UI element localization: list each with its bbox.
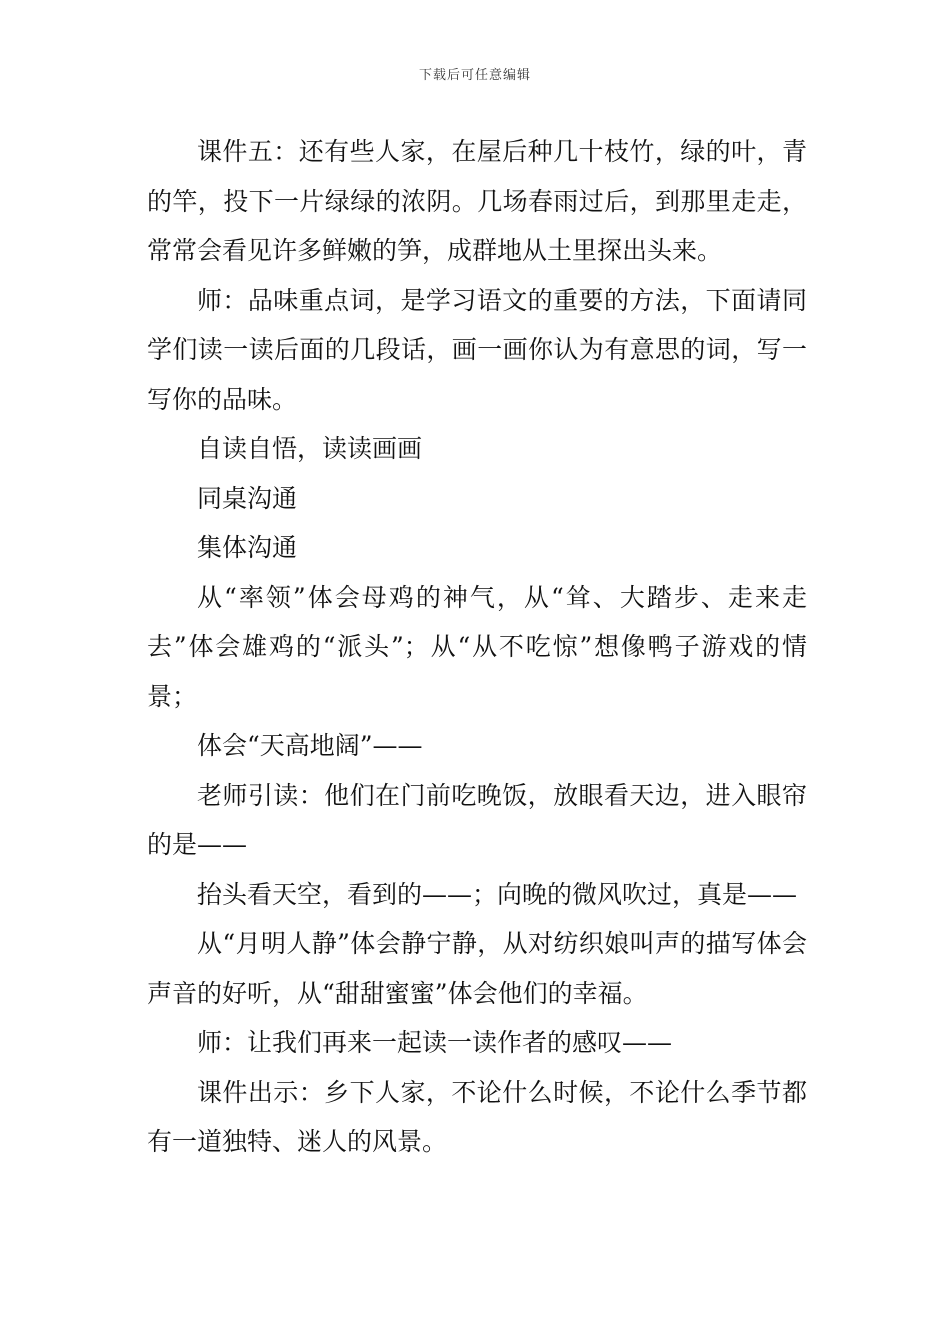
paragraph: 体会“天高地阔”——	[197, 731, 423, 760]
paragraph: 同桌沟通	[197, 483, 298, 513]
paragraph: 师：品味重点词，是学习语文的重要的方法，下面请同学们读一读后面的几段话，画一画你认为有意思的词，写一写你的品味。	[147, 285, 807, 414]
paragraph: 从“月明人静”体会静宁静，从对纺织娘叫声的描写体会声音的好听，从“甜甜蜜蜜”体会他们的幸福。	[147, 929, 807, 1008]
document-body	[147, 127, 807, 1167]
paragraph: 从“率领”体会母鸡的神气，从“耸、大踏步、走来走去”体会雄鸡的“派头”；从“从不吃惊”想像鸭子游戏的情景；	[147, 582, 807, 711]
paragraph: 老师引读：他们在门前吃晚饭，放眼看天边，进入眼帘的是——	[147, 780, 807, 859]
paragraph: 自读自悟，读读画画	[197, 434, 423, 463]
paragraph: 集体沟通	[197, 533, 298, 562]
paragraph: 课件出示：乡下人家，不论什么时候，不论什么季节都有一道独特、迷人的风景。	[147, 1077, 807, 1156]
paragraph: 抬头看天空，看到的——；向晚的微风吹过，真是——	[197, 879, 798, 909]
paragraph: 课件五：还有些人家，在屋后种几十枝竹，绿的叶，青的竿，投下一片绿绿的浓阴。几场春雨过后，到那里走走，常常会看见许多鲜嫩的笋，成群地从土里探出头来。	[147, 137, 807, 265]
page-header-note: 下载后可任意编辑	[418, 68, 531, 83]
paragraph: 师：让我们再来一起读一读作者的感叹——	[197, 1028, 673, 1057]
